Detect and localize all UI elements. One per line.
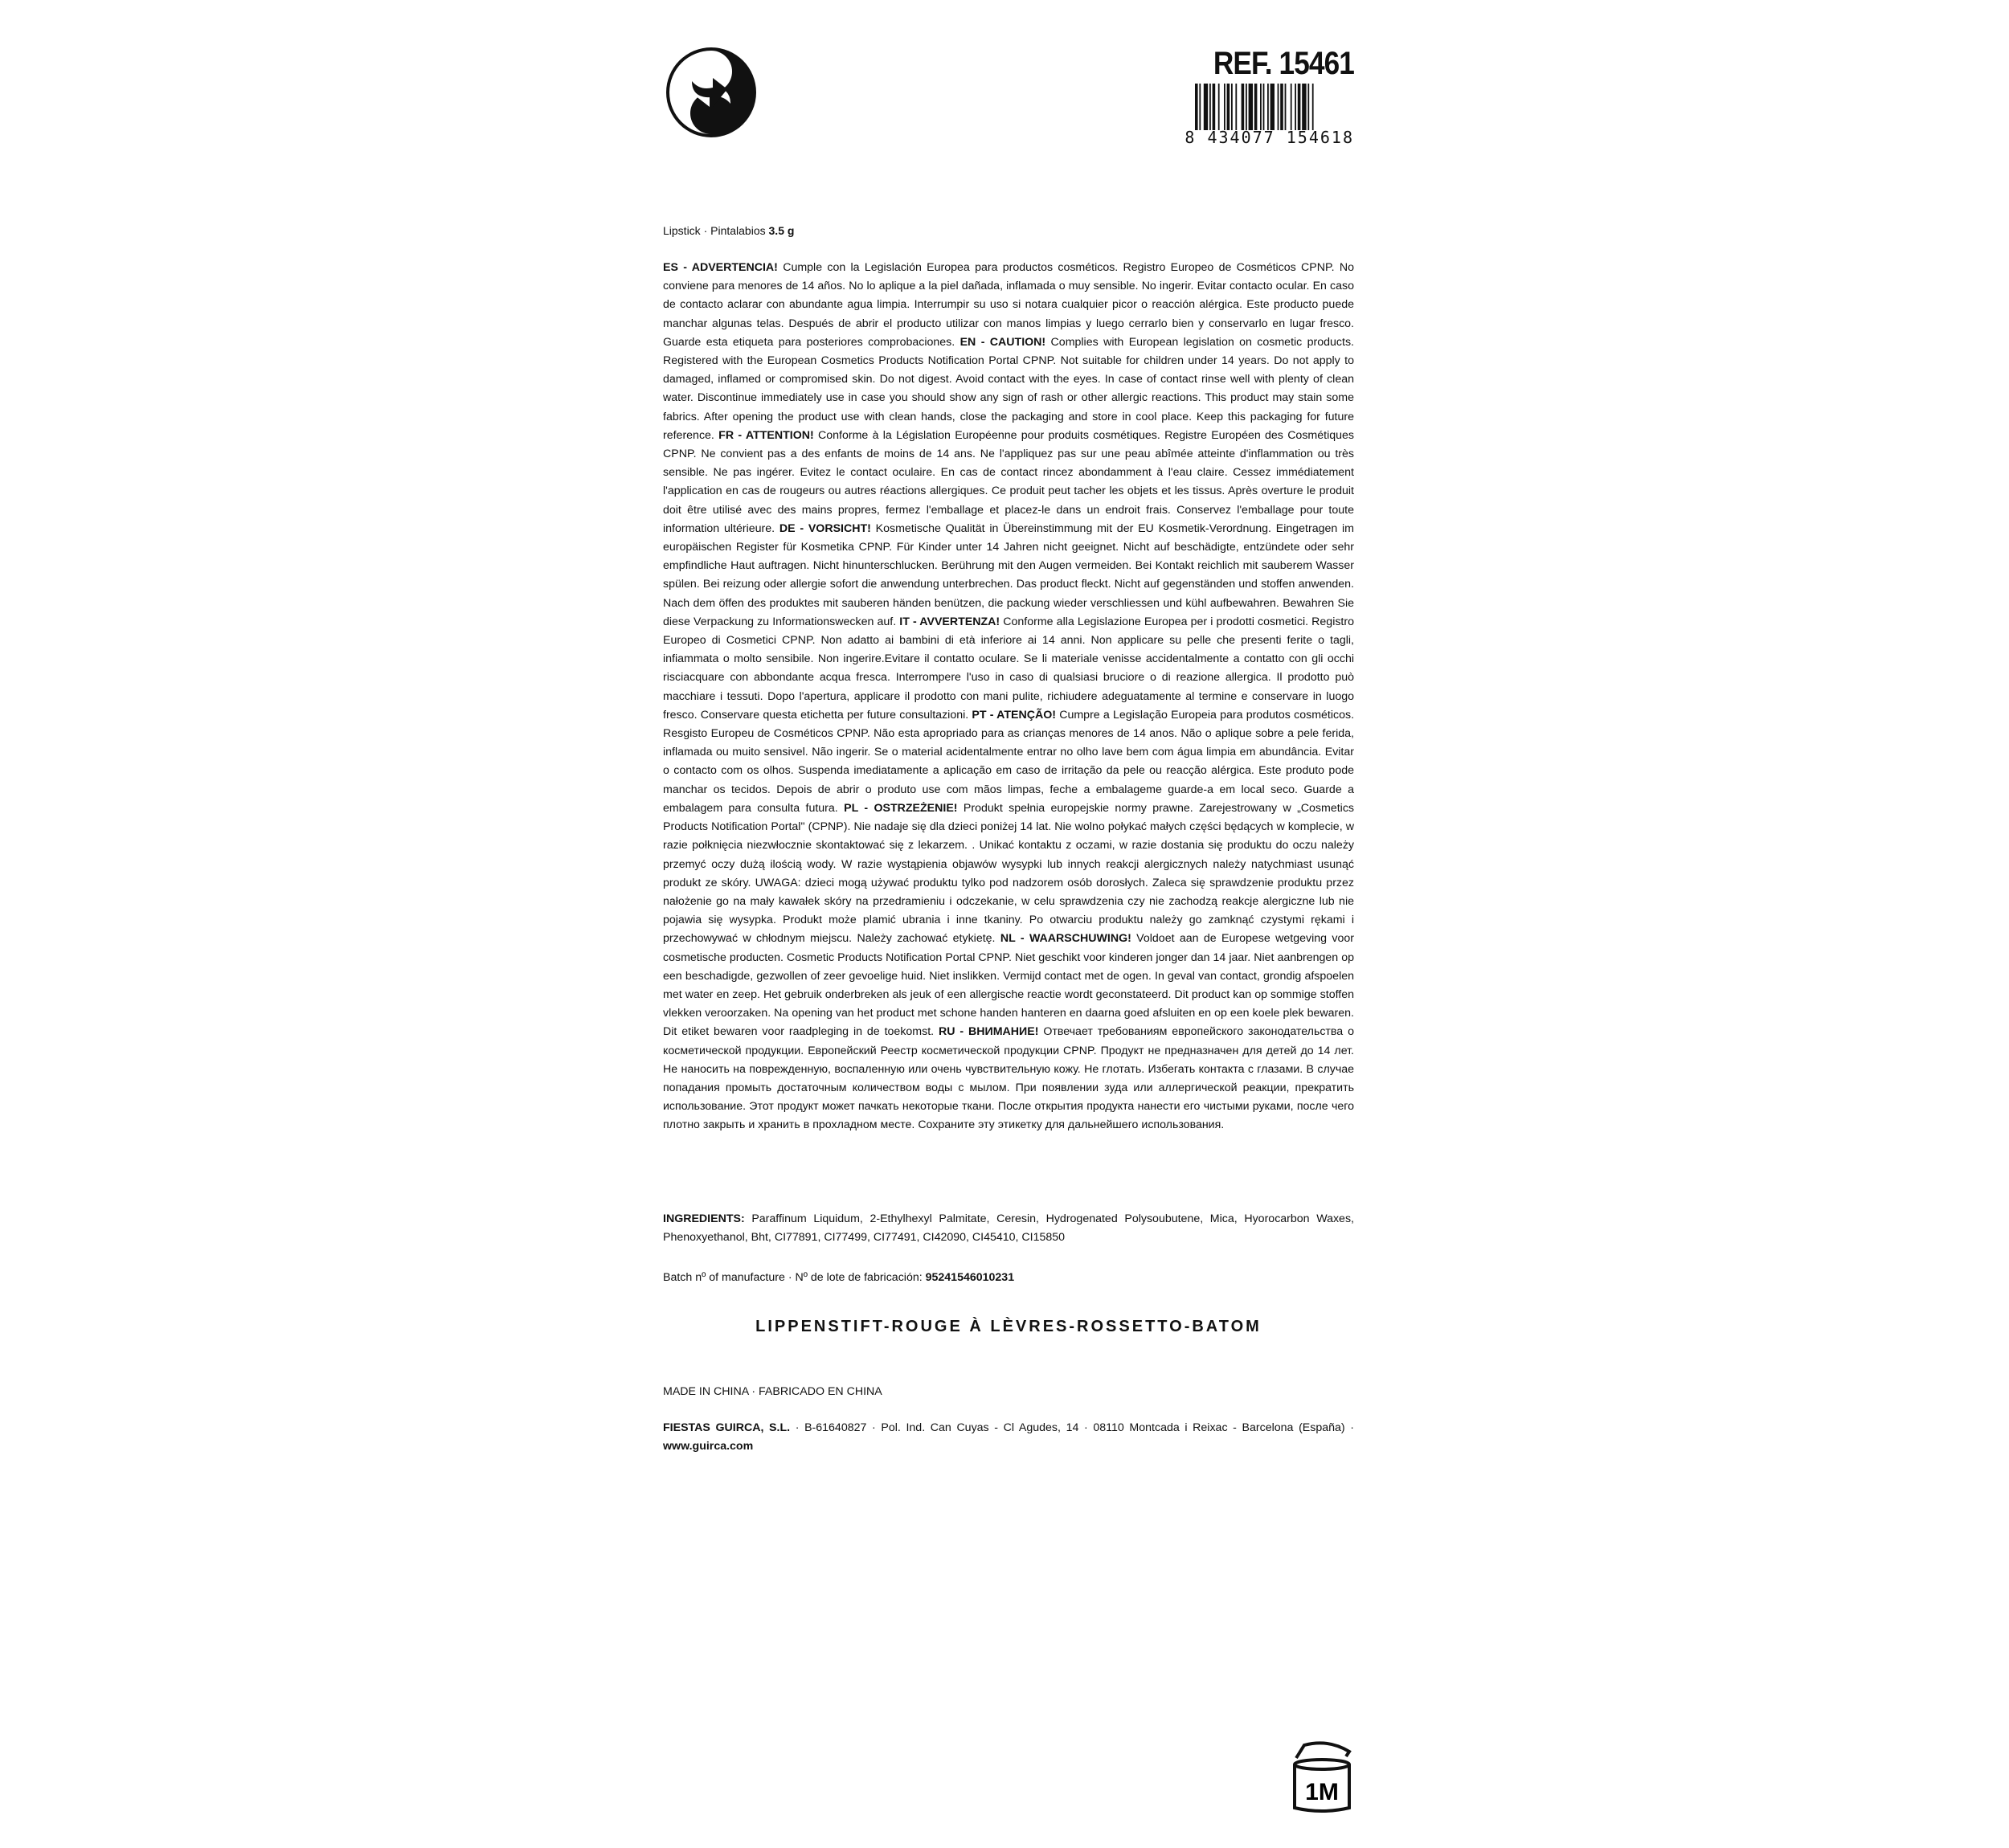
- warning-text-en: Complies with European legislation on cosmetic products. Registered with the European Cosmetics Products Notification Portal CPNP. Not suitable for children under 14 years. Do not apply to damaged, inflamed or compromised skin. Do not digest. Avoid contact with the eyes. In case of contact rinse well with plenty of clean water. Discontinue immediately use in case you should show any sign of rash or other allergic reactions. This product may stain some fabrics. After opening the product use with clean hands, close the packaging and store in cool place. Keep this packaging for future reference.: [663, 335, 1355, 442]
- warning-text-pl: Produkt spełnia europejskie normy prawne. Zarejestrowany w „Cosmetics Products Notification Portal" (CPNP). Nie nadaje się dla dzieci poniżej 14 lat. Nie wolno połykać małych części będących w komplecie, w razie połknięcia niezwłocznie skontaktować się z lekarzem. . Unikać kontaktu z oczami, w razie dostania się produktu do oczu należy przemyć oczy dużą ilością wody. W razie wystąpienia objawów wysypki lub innych reakcji alergicznych należy natychmiast usunąć produkt ze skóry. UWAGA: dzieci mogą używać produktu tylko pod nadzorem osób dorosłych. Zaleca się sprawdzenie produktu przez nałożenie go na mały kawałek skóry na przedramieniu i odczekanie, w celu sprawdzenia czy nie zachodzą reakcje alergiczne lub nie pojawia się wysypka. Produkt może plamić ubrania i inne tkaniny. Po otwarciu produktu należy go zamknąć czystymi rękami i przechowywać w chłodnym miejscu. Należy zachować etykietę.: [663, 801, 1355, 946]
- batch-label: Batch nº of manufacture · Nº de lote de fabricación:: [663, 1271, 923, 1284]
- warning-heading-it: IT - AVVERTENZA!: [899, 615, 1000, 628]
- warning-text-es: Cumple con la Legislación Europea para productos cosméticos. Registro Europeo de Cosméticos CPNP. No conviene para menores de 14 años. No lo aplique a la piel dañada, inflamada o muy sensible. No ingerir. Evitar contacto ocular. En caso de contacto aclarar con abundante agua limpia. Interrumpir su uso si notara cualquier picor o reacción alérgica. Este producto puede manchar algunas telas. Después de abrir el producto utilizar con manos limpias y luego cerrarlo bien y conservarlo en lugar fresco. Guarde esta etiqueta para posteriores comprobaciones.: [663, 261, 1355, 349]
- warning-heading-pl: PL - OSTRZEŻENIE!: [844, 801, 958, 815]
- warning-heading-pt: PT - ATENÇÃO!: [972, 708, 1057, 722]
- company-address: · B-61640827 · Pol. Ind. Can Cuyas - Cl Agudes, 14 · 08110 Montcada i Reixac - Barcelona (España) ·: [790, 1421, 1355, 1434]
- product-multilingual-title: LIPPENSTIFT-ROUGE À LÈVRES-ROSSETTO-BATOM: [755, 1318, 1262, 1335]
- product-name-line: [663, 223, 794, 238]
- batch-line: [663, 1269, 1014, 1286]
- made-in-line: MADE IN CHINA · FABRICADO EN CHINA: [663, 1385, 882, 1398]
- warning-heading-es: ES - ADVERTENCIA!: [663, 261, 778, 274]
- green-dot-recycling-icon: [663, 44, 759, 141]
- warning-text-pt: Cumpre a Legislação Europeia para produtos cosméticos. Resgisto Europeu de Cosméticos CPNP. Não esta apropriado para as crianças menores de 14 anos. Não o aplique sobre a pele ferida, inflamada ou muito sensivel. Não ingerir. Se o material acidentalmente entrar no olho lave bem com água limpia em abundância. Evitar o contacto com os olhos. Suspenda imediatamente a aplicação em caso de irritação da pele ou reacção alérgica. Este produto pode manchar os tecidos. Depois de abrir o produto use com mãos limpas, feche a embalageme guarde-a em local seco. Guarde a embalagem para consulta futura.: [663, 708, 1355, 815]
- batch-number: 95241546010231: [925, 1271, 1015, 1284]
- warning-heading-ru: RU - ВНИМАНИЕ!: [939, 1025, 1039, 1039]
- ingredients-heading: INGREDIENTS:: [663, 1212, 745, 1225]
- warning-text-it: Conforme alla Legislazione Europea per i prodotti cosmetici. Registro Europeo di Cosmetici CPNP. Non adatto ai bambini di età inferiore ai 14 anni. Non applicare su pelle che presenti ferite o tagli, infiammata o molto sensibile. Non ingerire.Evitare il contatto oculare. Se li materiale venisse accidentalmente a contatto con gli occhi risciacquare con abbondante acqua fresca. Interrompere l'uso in caso di qualsiasi bruciore o di reazione allergica. Il prodotto può macchiare i tessuti. Dopo l'apertura, applicare il prodotto con mani pulite, richiudere adeguatamente al termine e conservare in luogo fresco. Conservare questa etichetta per future consultazioni.: [663, 615, 1354, 722]
- warning-heading-nl: NL - WAARSCHUWING!: [1000, 932, 1131, 946]
- pao-label: 1M: [1305, 1779, 1339, 1805]
- product-name: Lipstick · Pintalabios: [663, 224, 766, 237]
- ingredients-list: [663, 1210, 1354, 1247]
- warning-text-ru: Отвечает требованиям европейского законодательства о косметической продукции. Европейский Реестр косметической продукции CPNP. Продукт не предназначен для детей до 14 лет. Не наносить на поврежденную, воспаленную или очень чувствительную кожу. Не глотать. Избегать контакта с глазами. В случае попадания промыть достаточным количеством воды с мылом. При появлении зуда или аллергической реакции, прекратить использование. Этот продукт может пачкать некоторые ткани. После открытия продукта нанести его чистыми руками, после чего плотно закрыть и хранить в прохладном месте. Сохраните эту этикетку для дальнейшего использования.: [663, 1025, 1354, 1132]
- safety-warnings: [663, 259, 1354, 1135]
- product-weight: 3.5 g: [768, 224, 795, 237]
- warning-heading-de: DE - VORSICHT!: [779, 521, 871, 535]
- warning-text-nl: Voldoet aan de Europese wetgeving voor cosmetische producten. Cosmetic Products Notification Portal CPNP. Niet geschikt voor kinderen jonger dan 14 jaar. Niet aanbrengen op een beschadigde, gezwollen of zeer gevoelige huid. Niet inslikken. Vermijd contact met de ogen. In geval van contact, grondig afspoelen met water en zeep. Het gebruik onderbreken als jeuk of een allergische reactie wordt geconstateerd. Dit product kan op sommige stoffen vlekken veroorzaken. Na opening van het product met schone handen hanteren en daarna goed afsluiten en op een koele plek bewaren. Dit etiket bewaren voor raadpleging in de toekomst.: [663, 932, 1354, 1039]
- product-label: [663, 0, 1354, 1848]
- barcode: [1195, 84, 1354, 130]
- barcode-digits: 8 434077 154618: [1185, 128, 1354, 147]
- ingredients-text: Paraffinum Liquidum, 2-Ethylhexyl Palmitate, Ceresin, Hydrogenated Polysoubutene, Mica, Hyorocarbon Waxes, Phenoxyethanol, Bht, CI77891, CI77499, CI77491, CI42090, CI45410, CI15850: [663, 1212, 1354, 1245]
- company-website: www.guirca.com: [663, 1440, 754, 1453]
- warning-heading-en: EN - CAUTION!: [959, 335, 1046, 349]
- company-name: FIESTAS GUIRCA, S.L.: [663, 1421, 791, 1434]
- warning-text-fr: Conforme à la Législation Européenne pour produits cosmétiques. Registre Européen des Cosmétiques CPNP. Ne convient pas a des enfants de moins de 14 ans. Ne l'appliquez pas sur une peau abîmée atteinte d'inflammation ou très sensible. Ne pas ingérer. Evitez le contact oculaire. En cas de contact rincez abondamment à l'eau claire. Cessez immédiatement l'application en cas de rougeurs ou autres réactions allergiques. Ce produit peut tacher les objets et les tissus. Après overture le produit doit être utilisé avec des mains propres, fermez l'emballage et placez-le dans un endroit frais. Conservez l'emballage pour toute information ultérieure.: [663, 428, 1354, 535]
- open-jar-icon: [1290, 1740, 1354, 1813]
- warning-text-de: Kosmetische Qualität in Übereinstimmung mit der EU Kosmetik-Verordnung. Eingetragen im europäischen Register für Kosmetika CPNP. Für Kinder unter 14 Jahren nicht geeignet. Nicht auf beschädigte, entzündete oder sehr empfindliche Haut auftragen. Nicht hinunterschlucken. Berührung mit den Augen vermeiden. Bei Kontakt reichlich mit sauberem Wasser spülen. Bei reizung oder allergie sofort die anwendung unterbrechen. Das product fleckt. Nicht auf gegenständen und stoffen anwenden. Nach dem öffen des produktes mit sauberen händen benützen, die packung wieder verschliessen und kühl aufbewahren. Bewahren Sie diese Verpackung zu Informationswecken auf.: [663, 521, 1355, 628]
- warning-heading-fr: FR - ATTENTION!: [718, 428, 814, 442]
- reference-block: [1161, 47, 1354, 146]
- reference-number: REF. 15461: [1213, 46, 1354, 81]
- company-info: [663, 1419, 1354, 1456]
